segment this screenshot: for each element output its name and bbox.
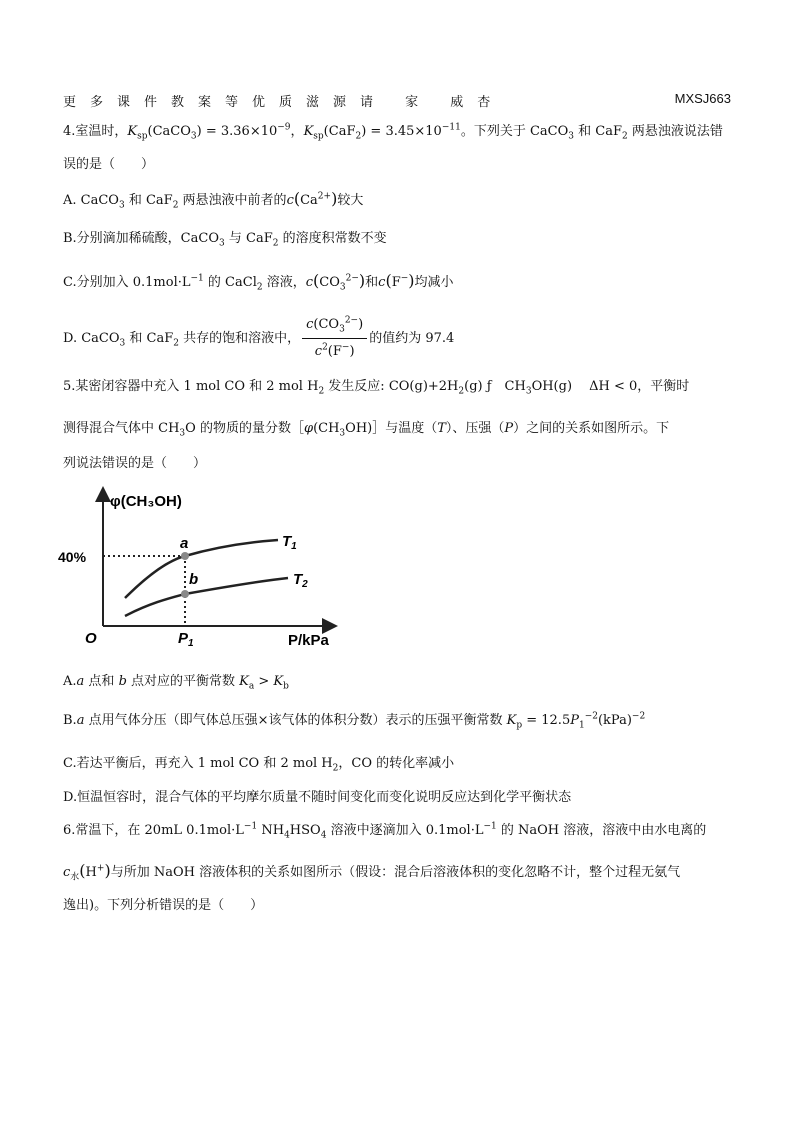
q4-option-a: A. CaCO$_3$ 和 CaF$_2$ 两悬浊液中前者的$c(Ca^{2+})$较大 [63, 189, 364, 211]
q5-stem-line2: 测得混合气体中 $CH_3O$ 的物质的量分数$[\varphi(CH_3OH)]$与温度（T）、压强（P）之间的关系如图所示。下 [63, 421, 670, 439]
q6-stem-line1: 6.常温下，在 20mL $0.1mol\cdot L^{-1}$ $NH_4HSO_4$ 溶液中逐滴加入 $0.1mol\cdot L^{-1}$ 的 NaOH 溶液，溶液中由水电离的 [63, 821, 707, 841]
header-code: MXSJ663 [674, 91, 731, 106]
chart-point-a: a [180, 535, 189, 552]
page-header [63, 91, 731, 110]
q5-option-d: D.恒温恒容时，混合气体的平均摩尔质量不随时间变化而变化说明反应达到化学平衡状态 [63, 790, 572, 805]
chart-ylabel: φ(CH₃OH) [110, 493, 182, 510]
q4-stem-line1: 4.室温时，$K_{sp}(CaCO_3) = 3.36\times 10^{-9}$，$K_{sp}(CaF_2) = 3.45\times 10^{-11}$。下列关于 CaCO$_3$ 和 CaF$_2$ 两悬浊液说法错 [63, 122, 723, 142]
curve-t2 [125, 578, 288, 616]
q5-stem-line1: 5.某密闭容器中充入 1 mol CO 和 2 mol $H_2$ 发生反应: $CO(g)+2H_2(g)$ ƒ $CH_3OH(g)$ ΔH < 0，平衡时 [63, 379, 690, 397]
q5-option-b: B.a 点用气体分压（即气体总压强×该气体的体积分数）表示的压强平衡常数 $K_p = 12.5P_1^{-2}(kPa)^{-2}$ [63, 711, 646, 731]
q5-stem-line3: 列说法错误的是（ ） [63, 456, 207, 471]
q4-stem-line2: 误的是（ ） [63, 157, 155, 172]
chart-xlabel: P/kPa [288, 632, 329, 649]
point-a-marker [181, 552, 189, 560]
header-promo-text: 更多课件教案等优质滋源请 家 威杏 [63, 95, 505, 110]
q4-option-b: B.分别滴加稀硫酸，CaCO$_3$ 与 CaF$_2$ 的溶度积常数不变 [63, 231, 387, 249]
chart-point-b: b [189, 571, 199, 588]
chart-label-t2: $T_2$ [293, 571, 308, 590]
q5-figure [58, 488, 340, 653]
chart-ytick-40: 40% [58, 549, 87, 565]
chart-label-t1: $T_1$ [282, 533, 297, 552]
q4-option-c: C.分别加入 $0.1mol\cdot L^{-1}$ 的 CaCl$_2$ 溶液，$c(CO_3^{2-})$和c(F−)均减小 [63, 271, 454, 293]
q5-option-c: C.若达平衡后，再充入 1 mol CO 和 2 mol $H_2$，CO 的转化率减小 [63, 756, 455, 774]
chart-xtick-p1: $P_1$ [178, 630, 194, 649]
q6-stem-line3: 逸出)。下列分析错误的是（ ） [63, 898, 264, 913]
chart-origin: O [85, 630, 97, 647]
point-b-marker [181, 590, 189, 598]
q5-option-a: A.a 点和 b 点对应的平衡常数 $K_a > K_b$ [63, 674, 289, 692]
q6-stem-line2: $c_水(H^+)$与所加 NaOH 溶液体积的关系如图所示（假设：混合后溶液体积的变化忽略不计，整个过程无氨气 [63, 861, 681, 883]
q4-option-d: D. CaCO$_3$ 和 CaF$_2$ 共存的饱和溶液中， $\frac{c(CO_3^{2-})}{c^2(F^-)}$ 的值约为 97.4 [63, 315, 455, 359]
curve-t1 [125, 540, 278, 598]
